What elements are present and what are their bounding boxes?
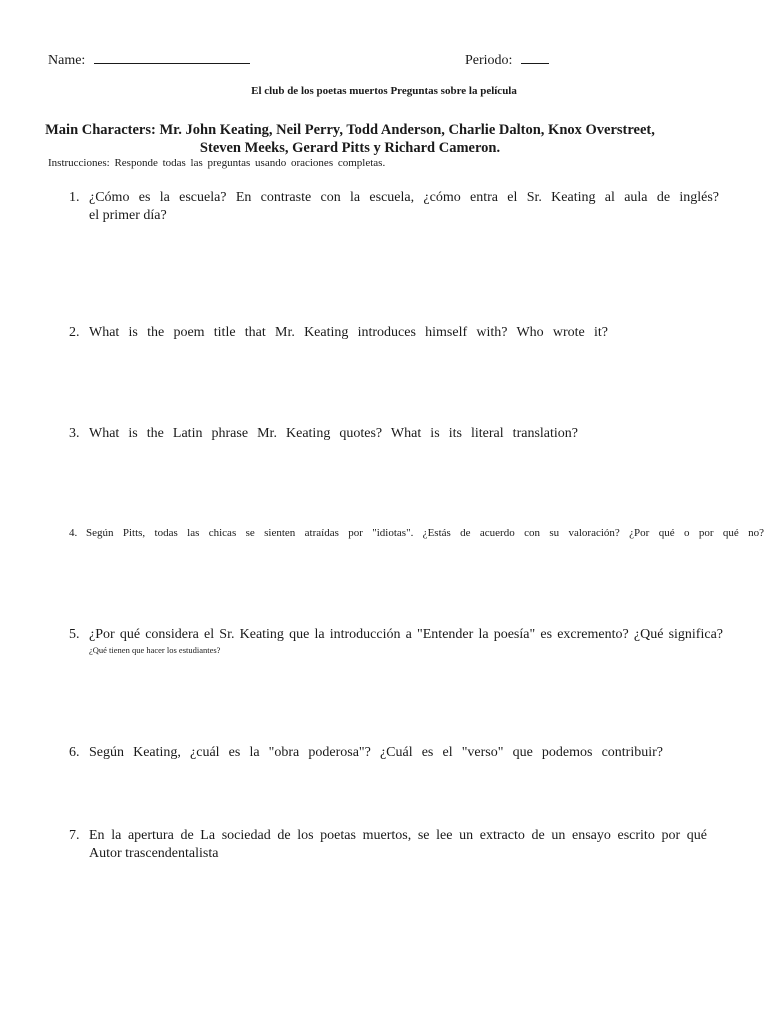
name-label: Name:: [48, 53, 86, 68]
question-number: 5.: [69, 627, 80, 642]
question-number: 1.: [69, 190, 80, 205]
question-text-continued: ¿Qué tienen que hacer los estudiantes?: [89, 645, 221, 655]
question-number: 3.: [69, 426, 80, 441]
name-field-row: [48, 51, 250, 69]
question-text: ¿Por qué considera el Sr. Keating que la introducción a "Entender la poesía" es excremento? ¿Qué significa?: [89, 627, 723, 642]
question-number: 6.: [69, 745, 80, 760]
question-number: 4.: [69, 527, 78, 539]
question-number: 7.: [69, 828, 80, 843]
period-label: Periodo:: [465, 53, 513, 68]
name-blank-line[interactable]: [94, 51, 250, 64]
period-blank-line[interactable]: [521, 51, 549, 64]
instructions-text: Instrucciones: Responde todas las preguntas usando oraciones completas.: [48, 157, 386, 169]
question-text-continued: el primer día?: [89, 208, 167, 223]
question-number: 2.: [69, 325, 80, 340]
question-text: What is the Latin phrase Mr. Keating quotes? What is its literal translation?: [89, 426, 578, 441]
question-text: Según Keating, ¿cuál es la "obra poderosa"? ¿Cuál es el "verso" que podemos contribuir?: [89, 745, 663, 760]
period-field-row: [465, 51, 549, 69]
question-text: Según Pitts, todas las chicas se sienten atraídas por "idiotas". ¿Estás de acuerdo con su valoración? ¿Por qué o por qué no?: [86, 527, 764, 539]
main-characters-line-2: Steven Meeks, Gerard Pitts y Richard Cameron.: [199, 140, 501, 156]
question-text-continued: Autor trascendentalista: [89, 846, 219, 861]
main-characters-line-1: Main Characters: Mr. John Keating, Neil Perry, Todd Anderson, Charlie Dalton, Knox Overstreet,: [45, 122, 655, 138]
question-text: En la apertura de La sociedad de los poetas muertos, se lee un extracto de un ensayo escrito por qué: [89, 828, 707, 843]
document-title: El club de los poetas muertos Preguntas sobre la película: [251, 85, 517, 97]
question-text: What is the poem title that Mr. Keating introduces himself with? Who wrote it?: [89, 325, 608, 340]
question-text: ¿Cómo es la escuela? En contraste con la escuela, ¿cómo entra el Sr. Keating al aula de inglés?: [89, 190, 719, 205]
